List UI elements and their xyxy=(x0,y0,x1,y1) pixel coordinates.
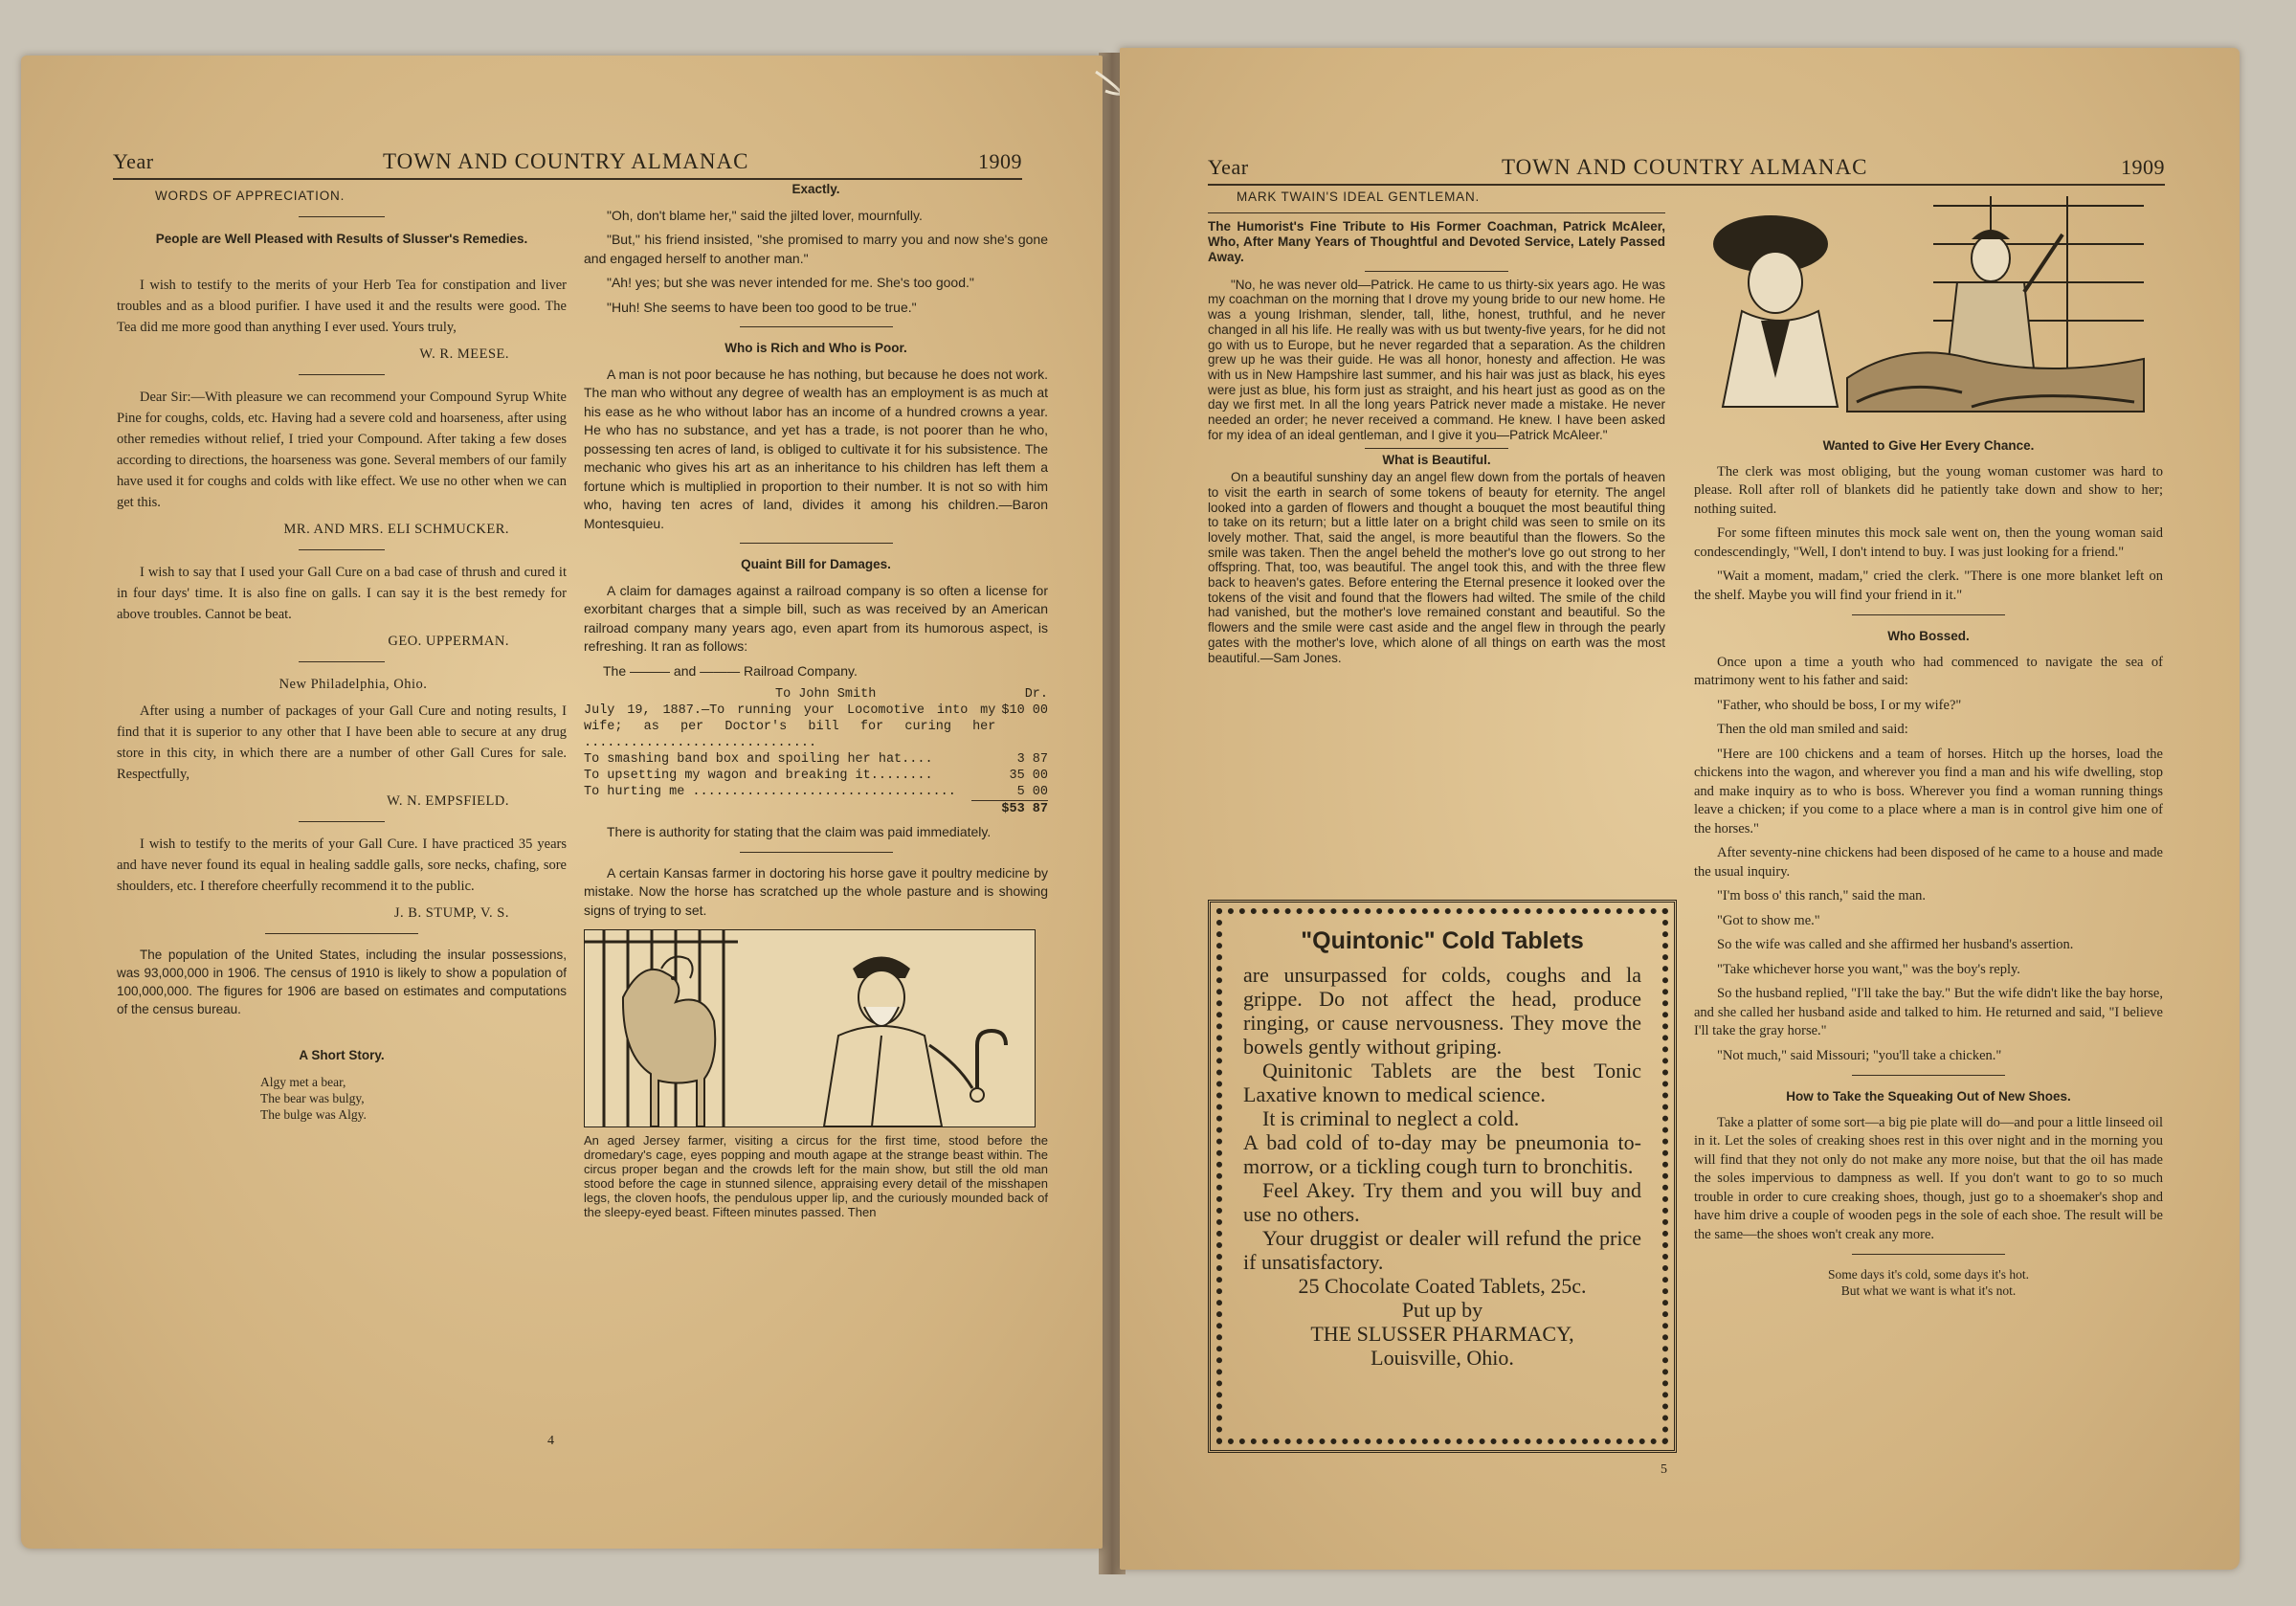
testimonial-signature: W. N. EMPSFIELD. xyxy=(387,793,509,809)
short-story-poem xyxy=(117,1074,567,1123)
bill-item-desc: To hurting me .................................. xyxy=(584,785,956,799)
divider xyxy=(1208,212,1665,213)
bill-item xyxy=(584,751,1048,768)
damages-bill xyxy=(584,686,1048,817)
quaint-bill-intro: A claim for damages against a railroad company is so often a license for exorbitant charges that a simple bill, such as was received by an American railroad company many years ago, even apart from its humorous aspect, is refreshing. It ran as follows: xyxy=(584,582,1048,654)
header-title: TOWN AND COUNTRY ALMANAC xyxy=(1502,155,1868,179)
testimonial-text: I wish to testify to the merits of your Gall Cure. I have practiced 35 years and have never found its equal in healing saddle galls, sore necks, chafing, sore shoulders, etc. I therefore cheerfully recommend it to the public. xyxy=(117,836,567,894)
ad-text: THE SLUSSER PHARMACY, xyxy=(1310,1322,1574,1346)
twain-text: "No, he was never old—Patrick. He came to us thirty-six years ago. He was my coachman on the morning that I drove my young bride to our new home. He was a young Irishman, slender, tall, lithe, honest, truthful, and he never changed in all his life. He really was with us but twenty-five years, for he did not go with us to Europe, but he never regarded that a separation. As the children grew up he was their guide. He was all honor, honesty and affection. He was with us in New Hampshire last summer, and his hair was just as black, his eyes were just as blue, his form just as straight, and his heart just as good as on the day we first met. In all the long years Patrick never made a mistake. He never needed an order; he never received a command. He knew. I have been asked for my idea of an ideal gentleman, and I give it you—Patrick McAleer." xyxy=(1208,277,1665,442)
bill-item-amount: 3 87 xyxy=(1016,752,1048,767)
bill-total: $53 87 xyxy=(971,800,1048,817)
ad-text: are unsurpassed for colds, coughs and la grippe. Do not affect the head, produce ringing, or cause nervousness. They move the bowels gently without griping. xyxy=(1243,963,1641,1059)
testimonial-signature: GEO. UPPERMAN. xyxy=(388,634,509,649)
dromedary-drawing xyxy=(585,930,1035,1126)
ad-text: Your druggist or dealer will refund the price if unsatisfactory. xyxy=(1243,1226,1641,1274)
exactly-paragraph: "Oh, don't blame her," said the jilted lover, mournfully. xyxy=(607,207,923,223)
quaint-bill-outro: There is authority for stating that the claim was paid immediately. xyxy=(607,824,992,839)
testimonial-signature: MR. AND MRS. ELI SCHMUCKER. xyxy=(283,522,509,537)
bossed-paragraph: "Take whichever horse you want," was the boy's reply. xyxy=(1717,961,2020,977)
testimonial-text: Dear Sir:—With pleasure we can recommend your Compound Syrup White Pine for coughs, colds, etc. Having had a severe cold and hoarseness, after using other remedies without relief, I tried your Compound. After taking a few doses according to directions, the hoarseness was gone. Several members of our family have used it for coughs and colds with like effect. We use no other when we can get this. xyxy=(117,390,567,510)
bill-item-amount: 5 00 xyxy=(1016,785,1048,799)
divider xyxy=(1852,1075,2005,1076)
divider xyxy=(740,852,893,853)
verse-line: Some days it's cold, some days it's hot. xyxy=(1828,1267,2029,1282)
bossed-paragraph: "Not much," said Missouri; "you'll take a chicken." xyxy=(1717,1047,2002,1063)
testimonial-text: I wish to say that I used your Gall Cure on a bad case of thrush and cured it in four days' time. It is also fine on galls. I can say it is the best remedy for above troubles. Cannot be beat. xyxy=(117,565,567,622)
divider xyxy=(299,821,385,822)
chance-paragraph: The clerk was most obliging, but the young woman customer was hard to please. Roll after roll of blankets did he patiently take down and show to her; nothing suited. xyxy=(1694,463,2163,517)
right-page xyxy=(1120,48,2240,1570)
left-page-header xyxy=(113,149,1022,180)
exactly-paragraph: "But," his friend insisted, "she promised to marry you and now she's gone and engaged herself to another man." xyxy=(584,232,1048,266)
chance-paragraph: "Wait a moment, madam," cried the clerk. "There is one more blanket left on the shelf. Maybe you will find your friend in it." xyxy=(1694,569,2163,603)
ad-text: 25 Chocolate Coated Tablets, 25c. xyxy=(1298,1274,1587,1298)
bossed-paragraph: Then the old man smiled and said: xyxy=(1717,722,1908,737)
beautiful-text: On a beautiful sunshiny day an angel flew down from the portals of heaven to visit the earth in search of some tokens of beauty for eternity. The angel looked into a garden of flowers and thought a bouquet the most beautiful thing to take on its return; but a little later on a bright child was seen to smile on its lovely mother. That, said the angel, is more beautiful than the flowers. So the smile was taken. Then the angel beheld the mother's love go out strong to her offspring. That, too, was beautiful. The angel took this, and with the three flew back to heaven's gates. Before entering the Eternal presence it looked over the tokens of the visit and found that the flowers had wilted. The smile of the child had vanished, but the mother's love remained constant and beautiful. So the flowers and the smile were cast aside and the angel flew in through the pearly gates with the mother's love, which alone of all things on earth was the most beautiful.—Sam Jones. xyxy=(1208,470,1665,665)
divider xyxy=(299,374,385,375)
bossed-paragraph: Once upon a time a youth who had commenced to navigate the sea of matrimony went to his father and said: xyxy=(1694,654,2163,688)
divider xyxy=(299,549,385,550)
beautiful-title: What is Beautiful. xyxy=(1382,453,1491,468)
verse-line: But what we want is what it's not. xyxy=(1840,1283,2017,1298)
bossed-paragraph: "Here are 100 chickens and a team of horses. Hitch up the horses, load the chickens into the wagon, and wherever you find a man and his wife dwelling, stop and make inquiry as to who is boss. Wherever you find a woman running things leave a chicken; if you come to a place where a man is in control give him one of the horses." xyxy=(1694,746,2163,836)
exactly-paragraph: "Ah! yes; but she was never intended for me. She's too good." xyxy=(607,275,974,290)
right-page-column-2 xyxy=(1694,187,2163,1299)
bill-item-desc: To smashing band box and spoiling her hat.... xyxy=(584,752,933,767)
header-year-value: 1909 xyxy=(977,149,1022,173)
jersey-farmer-caption: An aged Jersey farmer, visiting a circus for the first time, stood before the dromedary's cage, eyes popping and mouth agape at the strange beast within. The circus proper began and the crowds left for the main show, but still the old man stood before the cage in stunned silence, appraising every detail of the misshapen legs, the cloven hoofs, the pendulous upper lip, and the curiously mounded back of the sleepy-eyed beast. Fifteen minutes passed. Then xyxy=(584,1133,1048,1219)
bill-item xyxy=(584,784,1048,800)
bossed-paragraph: "Got to show me." xyxy=(1717,912,1820,928)
poem-line: Algy met a bear, xyxy=(260,1075,346,1089)
twain-title: MARK TWAIN'S IDEAL GENTLEMAN. xyxy=(1237,190,1481,204)
quintonic-advertisement xyxy=(1208,900,1677,1453)
testimonial-signature: J. B. STUMP, V. S. xyxy=(393,905,509,921)
ad-text: It is criminal to neglect a cold. xyxy=(1262,1106,1520,1130)
bossed-title: Who Bossed. xyxy=(1887,629,1970,643)
bossed-paragraph: So the wife was called and she affirmed her husband's assertion. xyxy=(1717,937,2074,952)
left-page xyxy=(21,56,1103,1549)
ad-text: Put up by xyxy=(1401,1298,1483,1322)
kansas-farmer-joke: A certain Kansas farmer in doctoring his horse gave it poultry medicine by mistake. Now the horse has scratched up the whole pasture and is showing signs of trying to set. xyxy=(584,864,1048,918)
population-note: The population of the United States, including the insular possessions, was 93,000,000 in 1906. The census of 1910 is likely to show a population of 100,000,000. The figures for 1906 are based on estimates and computations of the census bureau. xyxy=(117,948,567,1016)
divider xyxy=(265,933,418,934)
right-page-column-1 xyxy=(1208,190,1665,671)
bossed-paragraph: So the husband replied, "I'll take the bay." But the wife didn't like the bay horse, and she called her husband aside and talked to him. He returned and said, "I believe I'll take the gray horse." xyxy=(1694,986,2163,1038)
divider xyxy=(1365,448,1508,449)
exactly-paragraph: "Huh! She seems to have been too good to be true." xyxy=(607,299,917,315)
page-number: 5 xyxy=(1661,1462,1667,1477)
divider xyxy=(1852,1254,2005,1255)
bill-item-amount: $10 00 xyxy=(1001,703,1048,718)
blanket-shop-drawing xyxy=(1704,187,2153,431)
bill-dr: Dr. xyxy=(1024,687,1048,702)
left-page-column-1 xyxy=(117,180,567,1123)
header-year-label: Year xyxy=(1208,155,1249,179)
header-year-label: Year xyxy=(113,149,154,173)
header-title: TOWN AND COUNTRY ALMANAC xyxy=(383,149,749,173)
twain-subtitle: The Humorist's Fine Tribute to His Former Coachman, Patrick McAleer, Who, After Many Years of Thoughtful and Devoted Service, Lately Passed Away. xyxy=(1208,218,1665,264)
rich-poor-title: Who is Rich and Who is Poor. xyxy=(724,341,907,355)
divider xyxy=(740,543,893,544)
shoes-title: How to Take the Squeaking Out of New Shoes. xyxy=(1786,1089,2071,1104)
short-story-title: A Short Story. xyxy=(299,1048,385,1062)
poem-line: The bulge was Algy. xyxy=(260,1107,367,1122)
closing-verse xyxy=(1694,1266,2163,1299)
testimonial-text: I wish to testify to the merits of your Herb Tea for constipation and liver troubles and as a blood purifier. I have used it and the results were good. The Tea did me more good than anything I ever used. Yours truly, xyxy=(117,278,567,335)
ad-text: Feel Akey. Try them and you will buy and use no others. xyxy=(1243,1178,1641,1226)
bill-item xyxy=(584,768,1048,784)
bill-to-line xyxy=(584,686,1048,703)
bill-item-desc: To upsetting my wagon and breaking it........ xyxy=(584,769,933,783)
ad-text: Louisville, Ohio. xyxy=(1371,1346,1514,1370)
bossed-paragraph: "Father, who should be boss, I or my wife?" xyxy=(1717,697,1962,713)
page-number: 4 xyxy=(547,1434,554,1448)
chance-paragraph: For some fifteen minutes this mock sale went on, then the young woman said condescendingly, "Well, I don't intend to buy. I was just looking for a friend." xyxy=(1694,525,2163,560)
testimonial-signature: W. R. MEESE. xyxy=(419,346,509,362)
ad-border xyxy=(1216,908,1668,1444)
divider xyxy=(740,326,893,327)
dromedary-illustration xyxy=(584,929,1036,1127)
blanket-shop-illustration xyxy=(1704,187,2153,431)
ad-title: "Quintonic" Cold Tablets xyxy=(1301,927,1584,954)
rich-poor-text: A man is not poor because he has nothing, but because he does not work. The man who without any degree of wealth has an employment is as much at his ease as he who without labor has an income of a hundred crowns a year. He who has no substance, and yet has a trade, is not poorer than he who, possessing ten acres of land, is obliged to cultivate it for his subsistence. The mechanic who gives his art as an inheritance to his children has left them a fortune which is multiplied in proportion to their number. It is not so with him who, having ten acres of land, divides it among his children.—Baron Montesquieu. xyxy=(584,366,1048,531)
bossed-paragraph: "I'm boss o' this ranch," said the man. xyxy=(1717,888,1927,903)
divider xyxy=(1852,614,2005,615)
appreciation-title: WORDS OF APPRECIATION. xyxy=(155,189,346,203)
appreciation-subtitle: People are Well Pleased with Results of Slusser's Remedies. xyxy=(155,232,528,246)
bossed-paragraph: After seventy-nine chickens had been disposed of he came to a house and made the usual inquiry. xyxy=(1694,845,2163,880)
quaint-bill-title: Quaint Bill for Damages. xyxy=(741,557,891,571)
right-page-header xyxy=(1208,155,2165,186)
bill-item xyxy=(584,703,1048,751)
testimonial-place: New Philadelphia, Ohio. xyxy=(279,677,428,692)
poem-line: The bear was bulgy, xyxy=(260,1091,365,1105)
ad-text: Quinitonic Tablets are the best Tonic Laxative known to medical science. xyxy=(1243,1059,1641,1106)
exactly-title: Exactly. xyxy=(791,182,840,196)
shoes-text: Take a platter of some sort—a big pie plate will do—and pour a little linseed oil in it. Let the soles of creaking shoes rest in this over night and in the morning you will find that they not only do not make any more noise, but that the oil has made the soles impervious to dampness as well. If you don't want to go to so much trouble in order to cure creaking shoes, though, just go to a shoemaker's shop and have him drive a couple of wooden pegs in the sole of each shoe. The result will be the same—the shoes won't creak any more. xyxy=(1694,1114,2163,1242)
chance-title: Wanted to Give Her Every Chance. xyxy=(1822,438,2035,453)
divider xyxy=(299,216,385,217)
bill-item-amount: 35 00 xyxy=(1009,769,1048,783)
divider xyxy=(299,661,385,662)
left-page-column-2 xyxy=(584,180,1048,1225)
ad-text: A bad cold of to-day may be pneumonia to-morrow, or a tickling cough turn to bronchitis. xyxy=(1243,1130,1641,1178)
divider xyxy=(1365,271,1508,272)
bill-to-name: To John Smith xyxy=(775,687,877,702)
bill-item-desc: July 19, 1887.—To running your Locomotive into my wife; as per Doctor's bill for curing her .............................. xyxy=(584,703,996,750)
bill-header: The ——— and ——— Railroad Company. xyxy=(603,662,858,679)
testimonial-text: After using a number of packages of your Gall Cure and noting results, I find that it is superior to any other that I have been able to secure at any drug store in this city, in which there are a number of other Gall Cures for sale. Respectfully, xyxy=(117,703,567,782)
header-year-value: 1909 xyxy=(2120,155,2165,179)
